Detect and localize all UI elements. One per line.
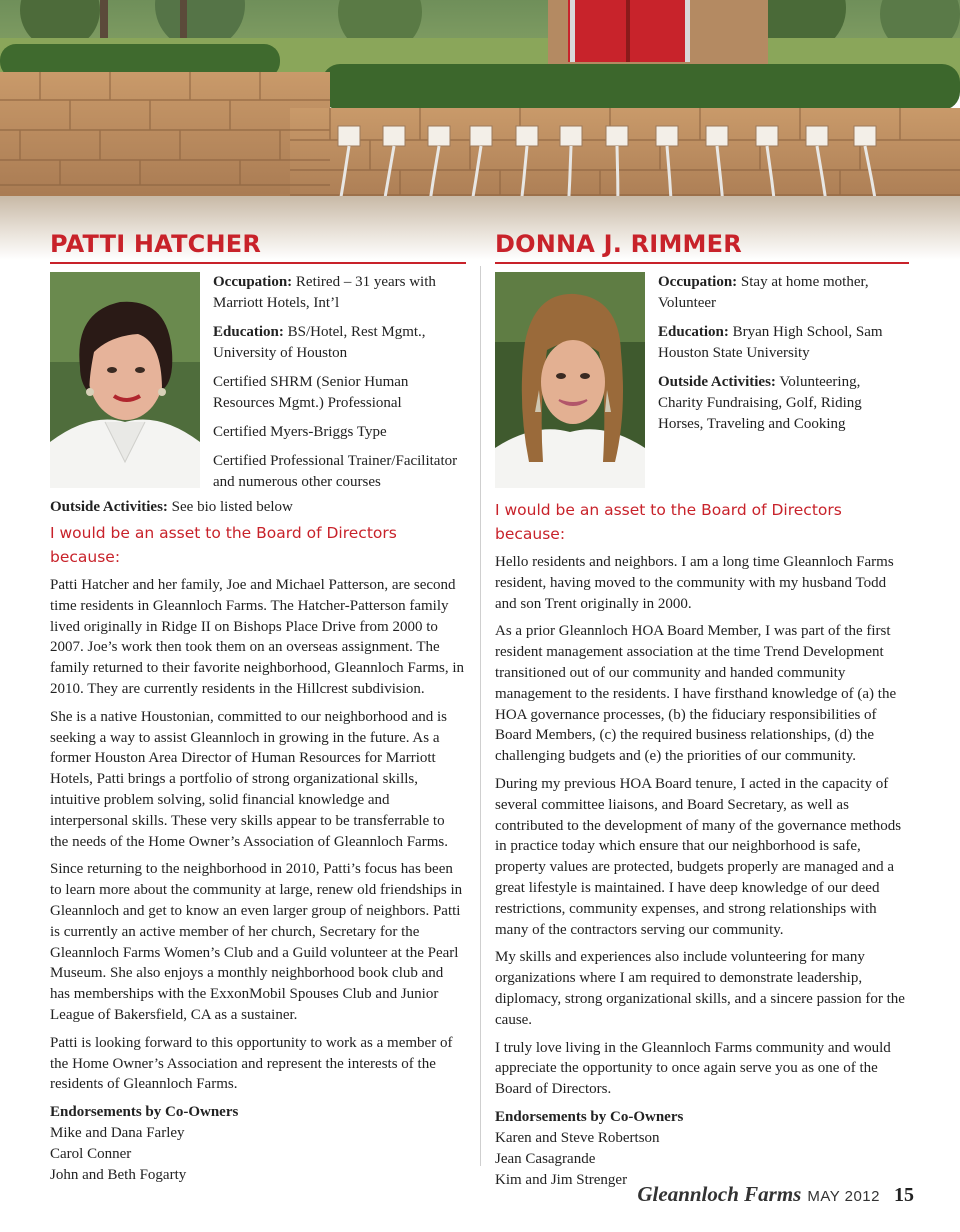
occupation-value: Retired – 31 years with Marriott Hotels, Int’l — [213, 274, 436, 311]
candidate-name: DONNA J. RIMMER — [495, 226, 909, 264]
candidate-name: PATTI HATCHER — [50, 226, 466, 264]
endorsements-title: Endorsements by Co-Owners — [495, 1108, 684, 1125]
endorser: Carol Conner — [50, 1146, 132, 1163]
candidate-facts — [213, 272, 466, 493]
endorsements — [50, 1102, 466, 1186]
hero-banner — [0, 0, 960, 260]
candidate-donna-rimmer — [495, 226, 909, 1191]
endorser: Mike and Dana Farley — [50, 1125, 185, 1142]
bio-paragraph: I truly love living in the Gleannloch Farms community and would appreciate the opportunity to once again serve you as one of the Board of Directors. — [495, 1039, 891, 1098]
asset-heading: I would be an asset to the Board of Directors because: — [495, 501, 842, 543]
outside-activities-label: Outside Activities: — [658, 374, 776, 390]
magazine-brand: Gleannloch Farms — [637, 1182, 802, 1206]
patti-hatcher-photo — [50, 272, 200, 488]
occupation-label: Occupation: — [213, 274, 293, 290]
endorser: Karen and Steve Robertson — [495, 1129, 660, 1146]
bio-paragraph: During my previous HOA Board tenure, I acted in the capacity of several committee liaisons, and Board Secretary, as well as contributed to the development of many of the governance methods in practice today which ensure that our neighborhood is safe, property values are protected, budgets properly are managed and a great lifestyle is maintained. I have deep knowledge of our deed restrictions, community expenses, and strong relationships with many of the contractors serving our community. — [495, 775, 902, 938]
bio-paragraph: Patti is looking forward to this opportunity to work as a member of the Home Owner’s Association and represent the interests of the residents of Gleannloch Farms. — [50, 1034, 453, 1093]
outside-activities-value: Volunteering, Charity Fundraising, Golf, Riding Horses, Traveling and Cooking — [658, 374, 862, 432]
donna-rimmer-photo — [495, 272, 645, 488]
bio-paragraph: Patti Hatcher and her family, Joe and Michael Patterson, are second time residents in Gleannloch Farms. The Hatcher-Patterson family lived originally in Ridge II on Bishops Place Drive from 2000 to 2007. Joe’s work then took them on an overseas assignment. The family returned to their favorite neighborhood, Gleannloch Farms, in 2010. They are currently residents in the Hillcrest subdivision. — [50, 577, 465, 697]
education-value: BS/Hotel, Rest Mgmt., University of Houston — [213, 324, 426, 361]
education-value: Bryan High School, Sam Houston State University — [658, 324, 883, 361]
certification: Certified SHRM (Senior Human Resources Mgmt.) Professional — [213, 374, 409, 411]
fountain-illustration — [0, 0, 960, 260]
occupation — [658, 272, 909, 314]
asset-heading: I would be an asset to the Board of Directors because: — [50, 524, 397, 566]
candidate-profile — [50, 272, 466, 493]
endorser: John and Beth Fogarty — [50, 1167, 187, 1184]
column-divider — [480, 266, 481, 1166]
endorser: Jean Casagrande — [495, 1150, 596, 1167]
candidate-facts — [658, 272, 909, 435]
page-number: 15 — [894, 1184, 914, 1206]
bio-paragraph: As a prior Gleannloch HOA Board Member, I was part of the first resident management association at the time Trend Development transitioned out of our community and handed community management to the residents. I have firsthand knowledge of (a) the HOA governance processes, (b) the fiduciary responsibilities of Board Members, (c) the required business relationships, (d) the challenging budgets and (e) the priorities of our community. — [495, 623, 897, 765]
candidate-bio — [495, 552, 909, 1100]
education — [213, 322, 466, 364]
endorsements — [495, 1107, 909, 1191]
endorsements-title: Endorsements by Co-Owners — [50, 1104, 239, 1121]
issue-date: MAY 2012 — [807, 1188, 880, 1205]
page-footer — [637, 1182, 914, 1212]
certification: Certified Myers-Briggs Type — [213, 424, 387, 440]
endorser: Kim and Jim Strenger — [495, 1171, 628, 1188]
occupation-label: Occupation: — [658, 274, 738, 290]
education — [658, 322, 909, 364]
education-label: Education: — [213, 324, 284, 340]
outside-activities — [50, 497, 466, 517]
occupation — [213, 272, 466, 314]
bio-paragraph: Since returning to the neighborhood in 2010, Patti’s focus has been to learn more about the community at large, renew old friendships in Gleannloch and get to know an even larger group of neighbors. Patti is currently an active member of her church, Secretary for the Gleannloch Farms Women’s Club and a Guild volunteer at the Pearl Museum. She also enjoys a monthly neighborhood book club and has memberships with the ExxonMobil Spouses Club and Junior League of Bakersfield, CA as a sustainer. — [50, 861, 463, 1023]
education-label: Education: — [658, 324, 729, 340]
candidate-patti-hatcher — [50, 226, 466, 1186]
certification: Certified Professional Trainer/Facilitator and numerous other courses — [213, 453, 458, 490]
outside-activities — [658, 372, 909, 435]
candidate-profile — [495, 272, 909, 494]
candidate-bio — [50, 575, 466, 1095]
occupation-value: Stay at home mother, Volunteer — [658, 274, 869, 311]
bio-paragraph: Hello residents and neighbors. I am a long time Gleannloch Farms resident, having moved to the community with my husband Todd and son Trent originally in 2000. — [495, 554, 894, 612]
bio-paragraph: She is a native Houstonian, committed to our neighborhood and is seeking a way to assist Gleannloch in growing in the future. As a former Houston Area Director of Human Resources for Marriott Hotels, Patti brings a portfolio of strong organizational skills, intuitive problem solving, solid financial knowledge and interpersonal skills. These very skills appear to be transferrable to the needs of the Home Owner’s Association of Gleannloch Farms. — [50, 708, 448, 850]
bio-paragraph: My skills and experiences also include volunteering for many organizations where I am required to demonstrate leadership, diplomacy, strong organizational skills, and a sincere passion for the cause. — [495, 949, 905, 1028]
outside-activities-label: Outside Activities: — [50, 499, 168, 515]
outside-activities-value: See bio listed below — [167, 499, 293, 515]
